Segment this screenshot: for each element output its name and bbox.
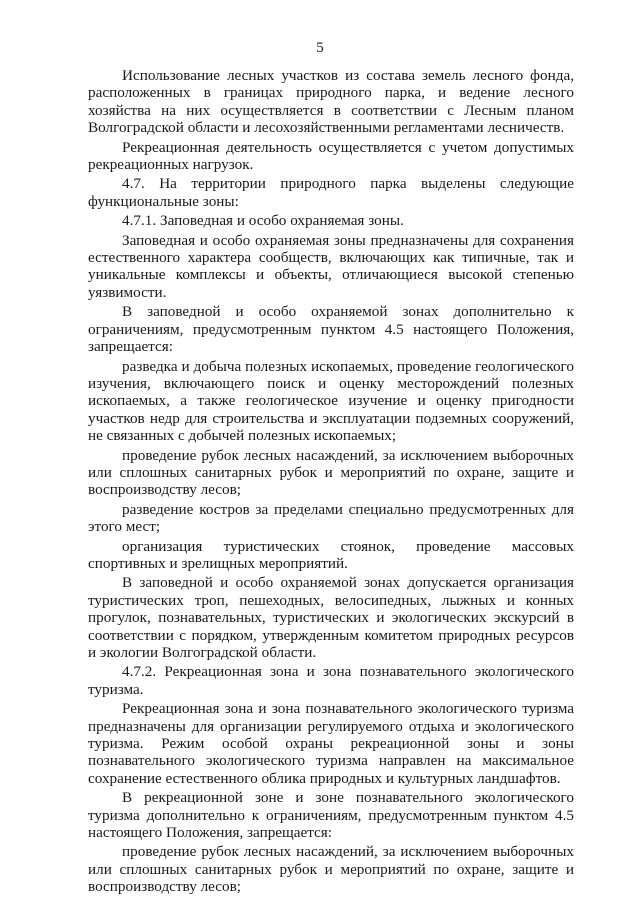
paragraph: 4.7. На территории природного парка выделены следующие функциональные зоны: [88,175,574,210]
document-body [88,67,574,896]
paragraph: Рекреационная зона и зона познавательного экологического туризма предназначены для организации регулируемого отдыха и экологического туризма. Режим особой охраны рекреационной зоны и зоны познавательного экологического туризма направлен на максимальное сохранение естественного облика природных и культурных ландшафтов. [88,700,574,787]
paragraph: В рекреационной зоне и зоне познавательного экологического туризма дополнительно к ограничениям, предусмотренным пунктом 4.5 настоящего Положения, запрещается: [88,789,574,842]
paragraph: Рекреационная деятельность осуществляется с учетом допустимых рекреационных нагрузок. [88,138,574,174]
paragraph: В заповедной и особо охраняемой зонах допускается организация туристических троп, пешеходных, велосипедных, лыжных и конных прогулок, познавательных, туристических и экологических экскурсий в соответствии с порядком, утвержденным комитетом природных ресурсов и экологии Волгоградской области. [88,574,574,661]
list-item: организация туристических стоянок, проведение массовых спортивных и зрелищных мероприятий. [88,537,574,572]
list-item: проведение рубок лесных насаждений, за исключением выборочных или сплошных санитарных рубок и мероприятий по охране, защите и воспроизводству лесов; [88,446,574,499]
list-item: разведение костров за пределами специально предусмотренных для этого мест; [88,500,574,536]
page-number: 5 [316,40,324,56]
paragraph: Заповедная и особо охраняемая зоны предназначены для сохранения естественного характера сообществ, включающих как типичные, так и уникальные комплексы и объекты, отличающиеся высокой степенью уязвимости. [88,231,574,301]
paragraph: Использование лесных участков из состава земель лесного фонда, расположенных в границах природного парка, и ведение лесного хозяйства на них осуществляется в соответствии с Лесным планом Волгоградской области и лесохозяйственными регламентами лесничеств. [88,67,574,137]
list-item: разведка и добыча полезных ископаемых, проведение геологического изучения, включающего поиск и оценку месторождений полезных ископаемых, а также геологическое изучение и оценку пригодности участков недр для строительства и эксплуатации подземных сооружений, не связанных с добычей полезных ископаемых; [88,357,574,445]
section-heading: 4.7.2. Рекреационная зона и зона познавательного экологического туризма. [88,663,574,698]
section-heading: 4.7.1. Заповедная и особо охраняемая зоны. [122,212,404,230]
paragraph: В заповедной и особо охраняемой зонах дополнительно к ограничениям, предусмотренным пунктом 4.5 настоящего Положения, запрещается: [88,303,574,356]
list-item: проведение рубок лесных насаждений, за исключением выборочных или сплошных санитарных рубок и мероприятий по охране, защите и воспроизводству лесов; [88,843,574,896]
